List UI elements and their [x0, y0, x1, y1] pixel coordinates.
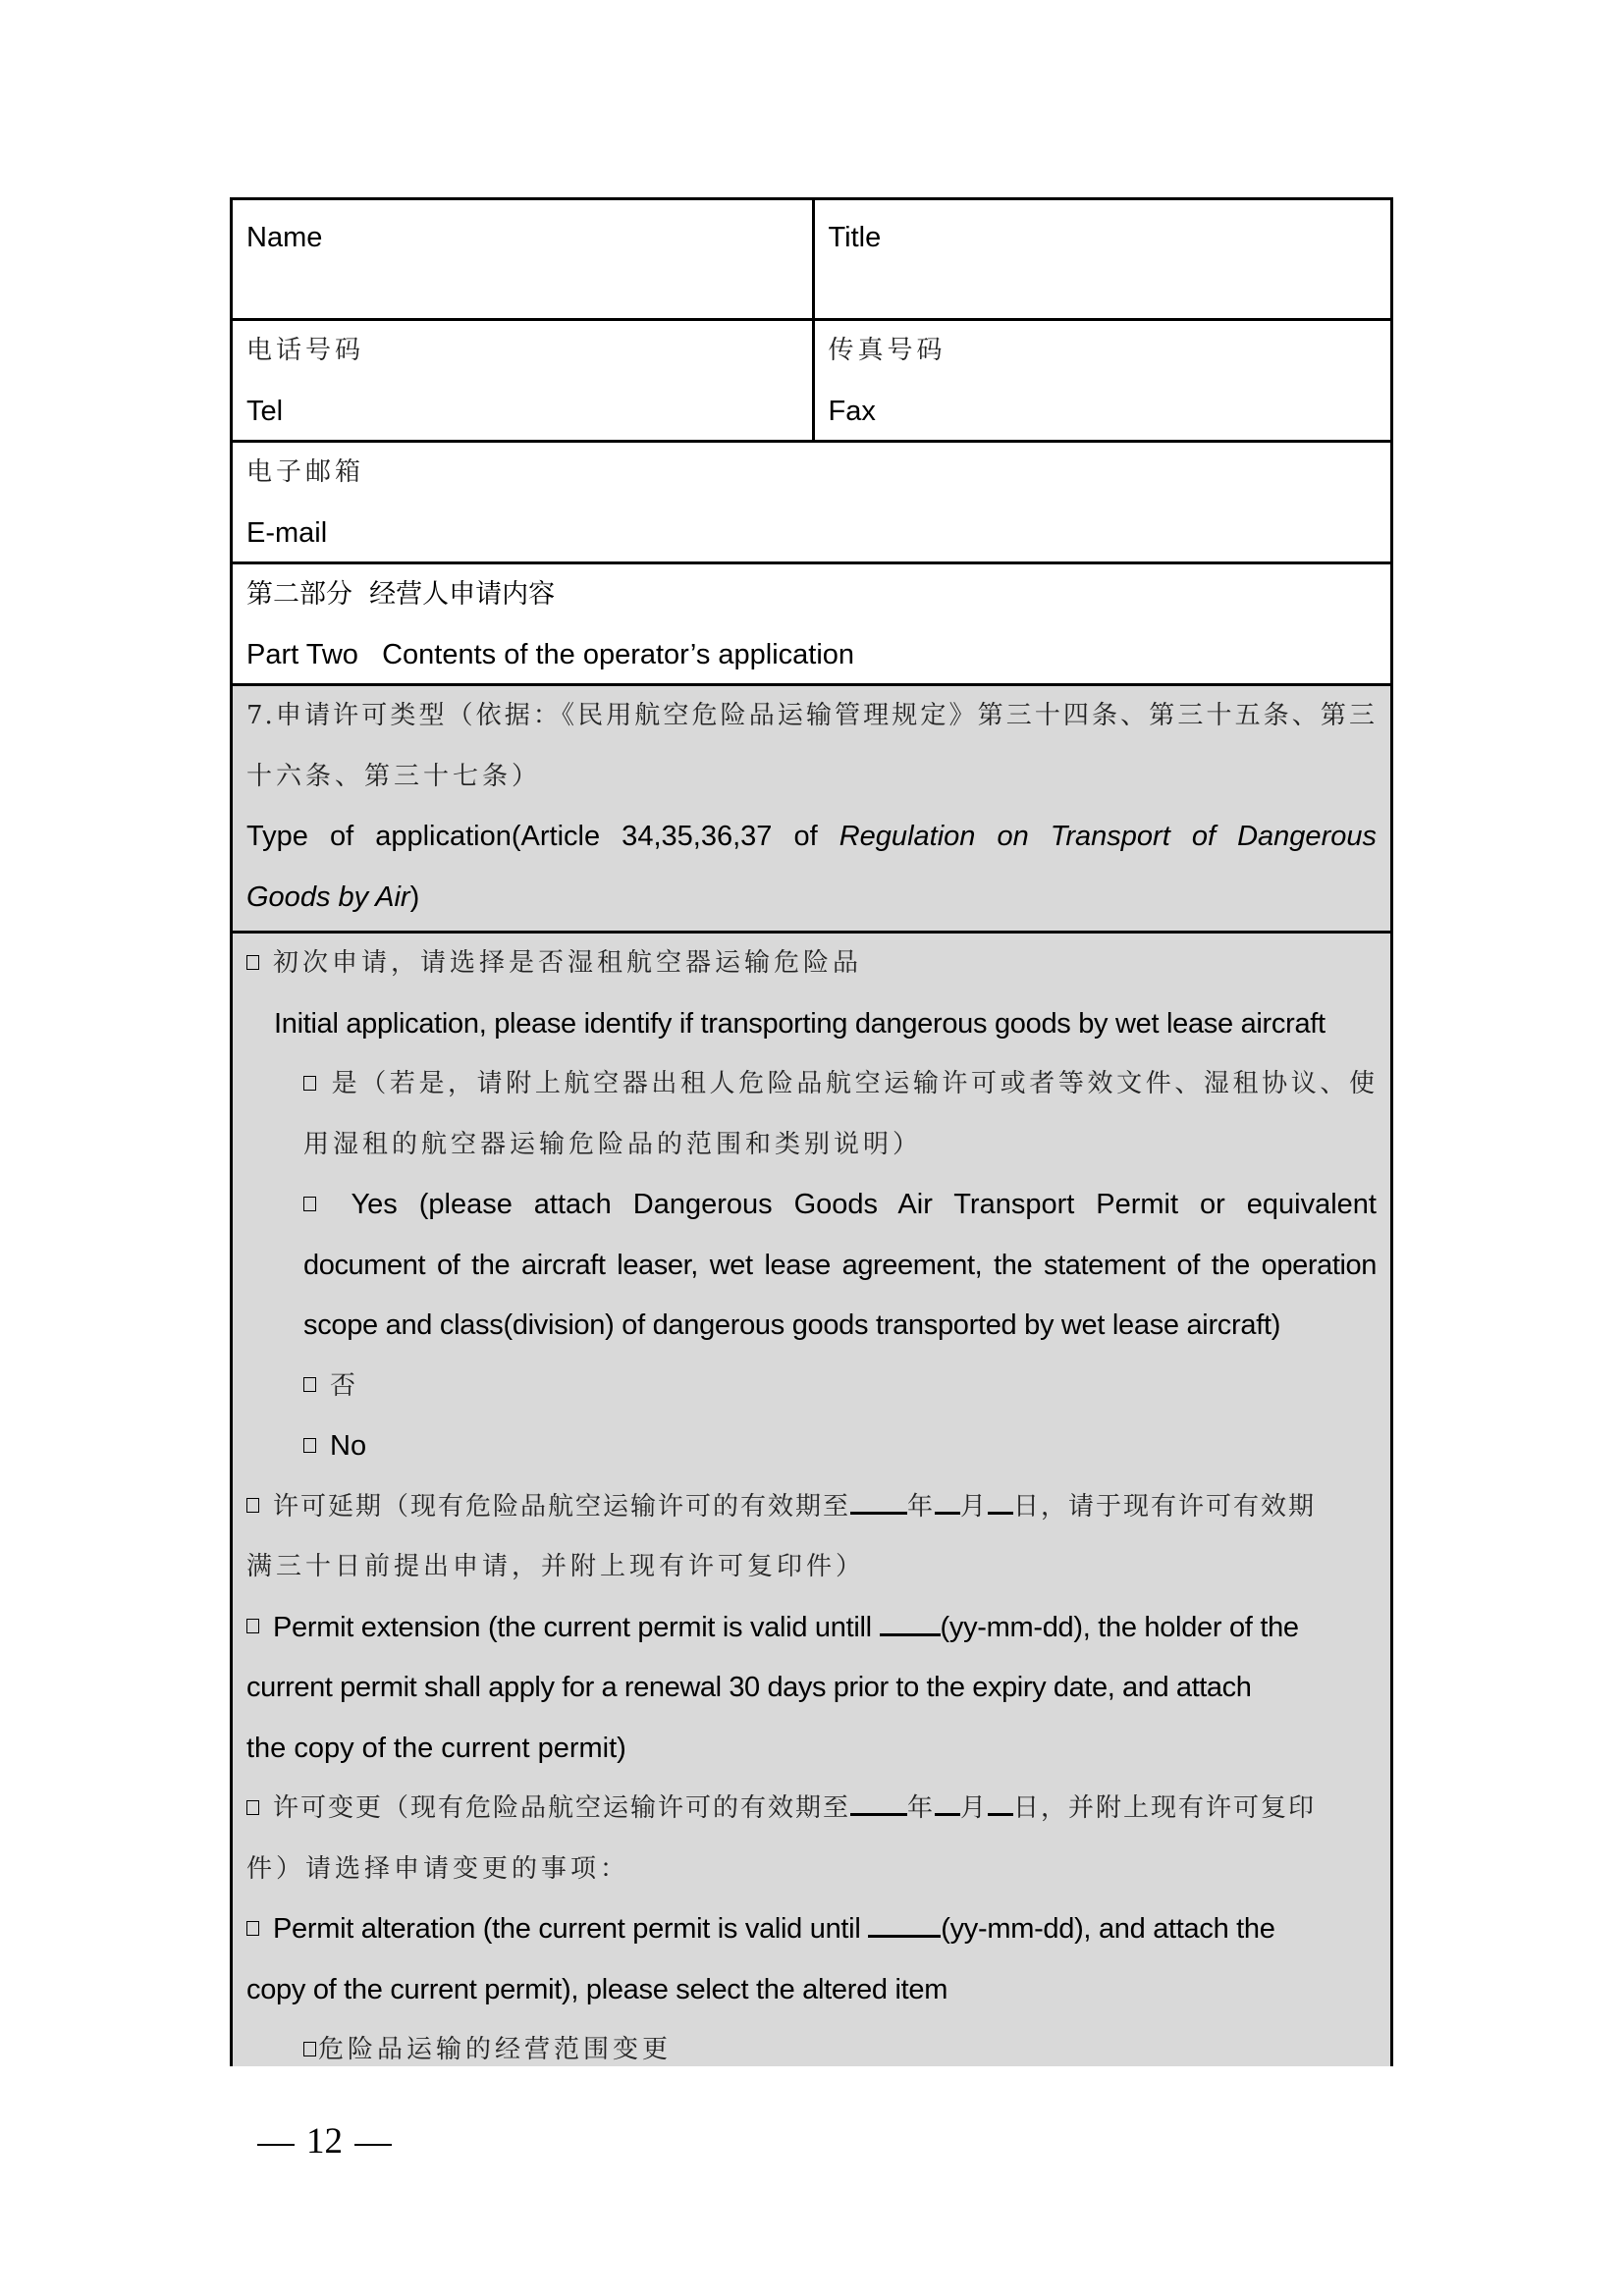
checkbox-alteration-zh[interactable] [246, 1800, 259, 1815]
dash-left [257, 2144, 295, 2146]
email-label-en: E-mail [246, 516, 328, 549]
alteration-text-zh-line2: 件）请选择申请变更的事项： [246, 1853, 630, 1884]
section7-heading-zh-line1: 7.申请许可类型（依据：《民用航空危险品运输管理规定》第三十四条、第三十五条、第三 [246, 701, 1377, 730]
extension-text-en-a: Permit extension (the current permit is valid untill [273, 1611, 880, 1643]
alteration-text-en-line2: copy of the current permit), please select the altered item [246, 1973, 948, 2005]
wet-lease-no-text-zh: 否 [330, 1370, 360, 1401]
page-number [245, 2120, 404, 2163]
checkbox-alteration-en[interactable] [246, 1921, 259, 1936]
initial-application-option-zh[interactable] [246, 934, 1377, 994]
alteration-option-zh[interactable] [246, 1779, 1377, 1840]
initial-application-text-zh: 初次申请，请选择是否湿租航空器运输危险品 [273, 948, 863, 978]
paren-close: ) [409, 881, 420, 913]
expiry-date-blank-en[interactable] [880, 1608, 941, 1636]
alteration-date-blank-en[interactable] [868, 1909, 941, 1938]
section7-heading-row [230, 683, 1393, 931]
email-cell[interactable] [233, 443, 1390, 563]
alteration-option-en[interactable] [246, 1899, 1377, 1960]
expiry-year-blank[interactable] [850, 1486, 907, 1515]
section7-heading-en-prefix: Type of application(Article 34,35,36,37 of [246, 821, 839, 852]
name-label: Name [246, 222, 323, 253]
checkbox-initial-application[interactable] [246, 955, 259, 970]
wet-lease-yes-text-zh-line1: 是（若是，请附上航空器出租人危险品航空运输许可或者等效文件、湿租协议、使 [330, 1069, 1377, 1098]
email-label-zh: 电子邮箱 [246, 457, 365, 487]
alteration-day-blank[interactable] [988, 1788, 1013, 1816]
checkbox-wet-lease-no-en[interactable] [303, 1438, 316, 1453]
section7-heading-en-line2 [246, 868, 1377, 929]
section7-heading-en-line1 [246, 807, 1377, 868]
fax-label-zh: 传真号码 [828, 336, 947, 365]
month-label: 月 [960, 1491, 989, 1522]
fax-cell[interactable] [812, 321, 1391, 440]
extension-text-en-line3: the copy of the current permit) [246, 1732, 626, 1764]
month-label: 月 [960, 1793, 989, 1823]
checkbox-extension-en[interactable] [246, 1619, 259, 1633]
wet-lease-yes-text-en-line1: Yes (please attach Dangerous Goods Air Transport Permit or equivalent [351, 1189, 1377, 1220]
extension-text-zh-b: 日，请于现有许可有效期 [1013, 1491, 1317, 1522]
section7-heading-cell [233, 686, 1390, 928]
alteration-item-scope-option[interactable] [246, 2020, 1377, 2081]
year-label: 年 [907, 1491, 936, 1522]
extension-text-zh-line2: 满三十日前提出申请，并附上现有许可复印件） [246, 1552, 866, 1581]
tel-fax-row [230, 318, 1393, 440]
application-form-table [230, 197, 1393, 2066]
section7-heading-zh-line2: 十六条、第三十七条） [246, 761, 542, 791]
part-two-row [230, 561, 1393, 683]
alteration-text-en-a: Permit alteration (the current permit is valid until [273, 1913, 869, 1945]
regulation-title: Regulation on Transport of Dangerous [839, 821, 1377, 852]
extension-option-zh[interactable] [246, 1477, 1377, 1538]
alteration-text-zh-b: 日，并附上现有许可复印 [1013, 1793, 1317, 1823]
section7-options-row [230, 931, 1393, 2066]
wet-lease-yes-text-zh-line2: 用湿租的航空器运输危险品的范围和类别说明） [303, 1129, 923, 1159]
tel-cell[interactable] [233, 321, 812, 440]
extension-option-en[interactable] [246, 1598, 1377, 1659]
expiry-day-blank[interactable] [988, 1486, 1013, 1515]
alteration-item-scope-text: 危险品运输的经营范围变更 [318, 2035, 673, 2064]
section7-options-cell [233, 934, 1390, 2081]
extension-text-en-line2: current permit shall apply for a renewal 30 days prior to the expiry date, and attach [246, 1672, 1252, 1703]
alteration-year-blank[interactable] [850, 1788, 907, 1816]
wet-lease-no-option-zh[interactable] [246, 1357, 1377, 1417]
name-title-row [230, 197, 1393, 318]
wet-lease-no-text-en: No [330, 1430, 367, 1462]
regulation-title-cont: Goods by Air [246, 881, 410, 913]
part-two-cell [233, 564, 1390, 685]
checkbox-wet-lease-no-zh[interactable] [303, 1377, 316, 1392]
checkbox-wet-lease-yes-en[interactable] [303, 1197, 316, 1211]
year-label: 年 [907, 1793, 936, 1823]
fax-label-en: Fax [828, 395, 876, 427]
checkbox-extension-zh[interactable] [246, 1498, 259, 1513]
extension-text-zh-a: 许可延期（现有危险品航空运输许可的有效期至 [273, 1491, 851, 1522]
wet-lease-no-option-en[interactable] [246, 1416, 1377, 1477]
alteration-month-blank[interactable] [935, 1788, 960, 1816]
alteration-text-en-b: (yy-mm-dd), and attach the [941, 1913, 1275, 1945]
page-number-text: 12 [306, 2121, 343, 2162]
alteration-text-zh-a: 许可变更（现有危险品航空运输许可的有效期至 [273, 1793, 851, 1823]
expiry-month-blank[interactable] [935, 1486, 960, 1515]
name-cell[interactable] [233, 200, 812, 318]
tel-label-zh: 电话号码 [246, 336, 365, 365]
dash-right [354, 2144, 392, 2146]
email-row [230, 440, 1393, 561]
wet-lease-yes-option-en[interactable] [246, 1175, 1377, 1236]
part-two-heading-en: Part Two Contents of the operator’s application [246, 638, 855, 670]
tel-label-en: Tel [246, 395, 284, 427]
initial-application-text-en: Initial application, please identify if transporting dangerous goods by wet lease aircraft [274, 1007, 1325, 1040]
wet-lease-yes-text-en-line3: scope and class(division) of dangerous goods transported by wet lease aircraft) [303, 1309, 1281, 1341]
checkbox-wet-lease-yes-zh[interactable] [303, 1076, 316, 1091]
title-label: Title [828, 222, 882, 253]
part-two-heading-zh: 第二部分 经营人申请内容 [246, 579, 556, 610]
extension-text-en-b: (yy-mm-dd), the holder of the [940, 1611, 1299, 1643]
wet-lease-yes-option-zh[interactable] [246, 1054, 1377, 1115]
checkbox-alteration-scope[interactable] [303, 2042, 316, 2056]
title-cell[interactable] [812, 200, 1391, 318]
wet-lease-yes-text-en-line2: document of the aircraft leaser, wet lease agreement, the statement of the operation [303, 1249, 1377, 1281]
